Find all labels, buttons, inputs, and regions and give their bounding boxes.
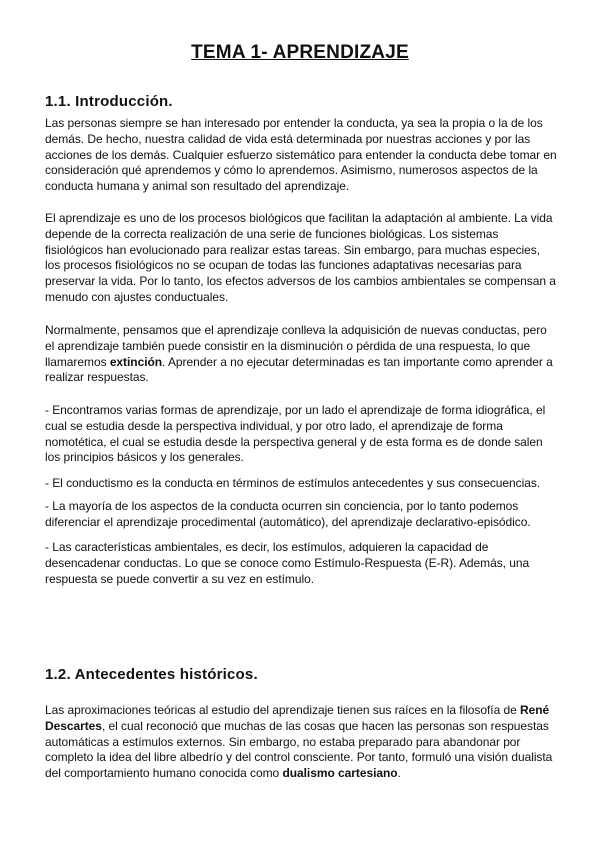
paragraph-text: , el cual reconoció que muchas de las cosas que hacen las personas son respuestas automáticas a estímulos externos. Sin embargo, no estaba preparado para abandonar por completo la idea del libre albedrío y del control consciente. Por tanto, formuló una visión dualista del comportamiento humano conocida como bbox=[45, 718, 553, 781]
paragraph-text: Las aproximaciones teóricas al estudio del aprendizaje tienen sus raíces en la filosofía de bbox=[45, 703, 521, 717]
paragraph-text: Normalmente, pensamos que el aprendizaje conlleva la adquisición de nuevas conductas, pero el aprendizaje también puede consistir en la disminución o pérdida de una respuesta, lo que llamaremos bbox=[45, 323, 547, 369]
term-dualismo-cartesiano: dualismo cartesiano bbox=[282, 766, 398, 781]
paragraph-antecedentes-1 bbox=[45, 703, 557, 782]
paragraph-intro-1: Las personas siempre se han interesado por entender la conducta, ya sea la propia o la de los demás. De hecho, nuestra calidad de vida está determinada por nuestras acciones y por las acciones de los demás. Cualquier esfuerzo sistemático para entender la conducta debe tomar en consideración qué aprendemos y cómo lo aprendemos. Asimismo, numerosos aspectos de la conducta humana y animal son resultado del aprendizaje. bbox=[45, 116, 557, 194]
bullet-conductismo: - El conductismo es la conducta en términos de estímulos antecedentes y sus consecuencias. bbox=[45, 476, 541, 490]
term-rene-descartes: René Descartes bbox=[45, 703, 550, 733]
paragraph-intro-3 bbox=[45, 323, 557, 386]
bullet-formas-aprendizaje: - Encontramos varias formas de aprendizaje, por un lado el aprendizaje de forma idiográfica, el cual se estudia desde la perspectiva individual, y por otro lado, el aprendizaje de forma nomotética, el cual se estudia desde la perspectiva general y de esta forma es de donde salen los principios básicos y los generales. bbox=[45, 403, 546, 465]
bullet-conciencia: - La mayoría de los aspectos de la conducta ocurren sin conciencia, por lo tanto podemos diferenciar el aprendizaje procedimental (automático), del aprendizaje declarativo-episódico. bbox=[45, 499, 531, 529]
paragraph-intro-2: El aprendizaje es uno de los procesos biológicos que facilitan la adaptación al ambiente. La vida depende de la correcta realización de una serie de funciones biológicas. Los sistemas fisiológicos han evolucionado para realizar estas tareas. Sin embargo, para muchas especies, los procesos fisiológicos no se ocupan de todas las funciones adaptativas necesarias para preservar la vida. Por lo tanto, los efectos adversos de los cambios ambientales se compensan a menudo con ajustes conductuales. bbox=[45, 211, 556, 304]
document-title: TEMA 1- APRENDIZAJE bbox=[191, 42, 409, 63]
section-heading-introduccion: 1.1. Introducción. bbox=[45, 93, 173, 110]
bullet-estimulos: - Las características ambientales, es decir, los estímulos, adquieren la capacidad de desencadenar conductas. Lo que se conoce como Estímulo-Respuesta (E-R). Además, una respuesta se puede convertir a su vez en estímulo. bbox=[45, 540, 530, 586]
paragraph-text: . bbox=[397, 766, 401, 781]
section-heading-antecedentes: 1.2. Antecedentes históricos. bbox=[45, 666, 258, 683]
paragraph-text: . Aprender a no ejecutar determinadas es tan importante como aprender a realizar respuestas. bbox=[45, 354, 553, 385]
term-extincion: extinción bbox=[109, 354, 163, 369]
